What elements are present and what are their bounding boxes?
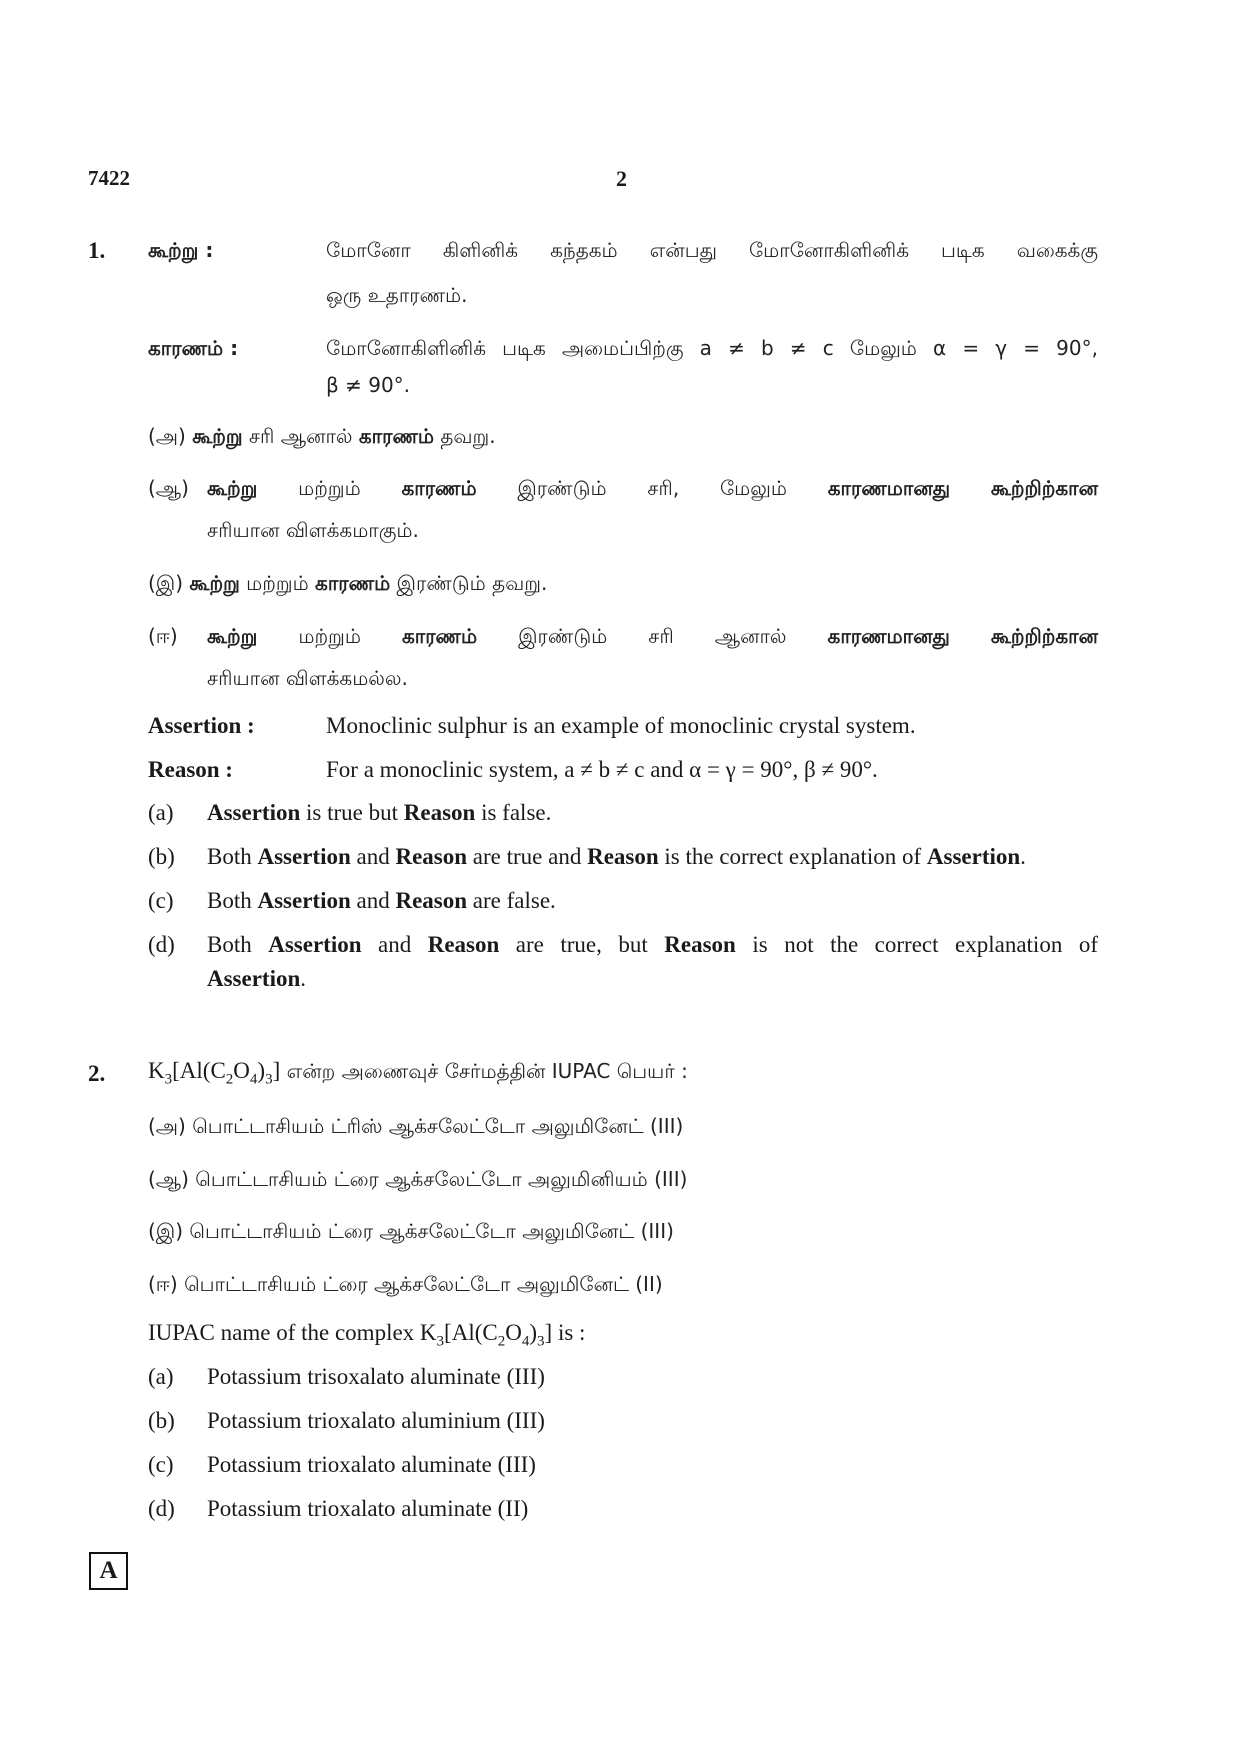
ta-option-b-mark: (ஆ) [148, 476, 189, 500]
ta-reason-label: காரணம் : [148, 336, 239, 360]
option-text: . [300, 966, 307, 991]
en-option-d-mark: (d) [148, 1496, 175, 1521]
en-option-b: Potassium trioxalato aluminium (III) [207, 1408, 545, 1433]
en-option-a [207, 800, 551, 826]
bold-term: Reason [427, 932, 500, 957]
bold-term: காரணமானது [827, 476, 951, 500]
option-text: மற்றும் [239, 571, 316, 595]
option-text: இரண்டும் சரி, மேலும் [476, 476, 828, 500]
bold-term: Reason [664, 932, 736, 957]
option-text [950, 624, 991, 648]
option-text: தவறு. [434, 424, 496, 448]
bold-term: காரணம் [358, 424, 434, 448]
bold-term: கூற்றிற்கான [990, 624, 1099, 648]
option-text: இரண்டும் தவறு. [390, 571, 548, 595]
en-option-b-mark: (b) [148, 844, 175, 869]
ta-option-d-mark: (ஈ) [148, 624, 178, 648]
bold-term: Reason [395, 844, 468, 869]
question-number: 2. [88, 1061, 106, 1086]
page-number: 2 [616, 166, 627, 191]
bold-term: கூற்றிற்கான [990, 476, 1099, 500]
ta-option-a: (அ) பொட்டாசியம் ட்ரிஸ் ஆக்சலேட்டோ அலுமினேட் (III) [148, 1114, 684, 1138]
en-option-a-mark: (a) [148, 1364, 174, 1389]
ta-option-d: (ஈ) பொட்டாசியம் ட்ரை ஆக்சலேட்டோ அலுமினேட் (II) [148, 1272, 663, 1296]
en-option-c [207, 888, 556, 914]
ta-option-b-line2: சரியான விளக்கமாகும். [207, 518, 419, 542]
en-reason-text: For a monoclinic system, a ≠ b ≠ c and α = γ = 90°, β ≠ 90°. [326, 757, 878, 782]
ta-reason-text-line1: மோனோகிளினிக் படிக அமைப்பிற்கு a ≠ b ≠ c மேலும் α = γ = 90°, [326, 336, 1098, 360]
option-text: is true but [300, 800, 404, 825]
option-text: மற்றும் [257, 624, 402, 648]
bold-term: கூற்று [207, 476, 258, 500]
ta-reason-text-line2: β ≠ 90°. [326, 373, 411, 397]
bold-term: Assertion [926, 844, 1021, 869]
bold-term: காரணம் [401, 476, 477, 500]
en-option-c: Potassium trioxalato aluminate (III) [207, 1452, 536, 1477]
en-assertion-label: Assertion : [148, 713, 255, 738]
en-option-a: Potassium trisoxalato aluminate (III) [207, 1364, 545, 1389]
bold-term: Assertion [207, 966, 301, 991]
option-text [950, 476, 991, 500]
ta-option-d-line2: சரியான விளக்கமல்ல. [207, 666, 408, 690]
bold-term: Assertion [257, 844, 351, 869]
bold-term: Reason [403, 800, 476, 825]
option-text: and [350, 888, 396, 913]
bold-term: கூற்று [189, 571, 240, 595]
ta-option-b [207, 476, 1098, 503]
ta-assertion-text-line1: மோனோ கிளினிக் கந்தகம் என்பது மோனோகிளினிக் படிக வகைக்கு [326, 238, 1098, 262]
en-option-c-mark: (c) [148, 888, 174, 913]
option-text: are true, but [499, 932, 665, 957]
option-mark: (இ) [148, 571, 184, 595]
complex-formula: $K_3[Al(C_2O_4)_3]$ [419, 1320, 553, 1350]
en-option-b [207, 844, 1026, 870]
bold-term: Assertion [268, 932, 362, 957]
complex-formula: $K_3[Al(C_2O_4)_3]$ [148, 1058, 281, 1088]
stem-text: என்ற அணைவுச் சேர்மத்தின் IUPAC பெயர் : [280, 1059, 688, 1083]
ta-assertion-text-line2: ஒரு உதாரணம். [326, 283, 468, 307]
option-text: சரி ஆனால் [242, 424, 359, 448]
bold-term: கூற்று [207, 624, 258, 648]
ta-question-stem [148, 1058, 688, 1089]
en-reason-label: Reason : [148, 757, 233, 782]
ta-assertion-label: கூற்று : [148, 238, 214, 262]
en-question-stem: IUPAC name of the complex $K_3[Al(C_2O_4)_3]$ is : [148, 1320, 586, 1350]
option-text: and [361, 932, 428, 957]
option-text: இரண்டும் சரி ஆனால் [477, 624, 828, 648]
ta-option-a [148, 424, 496, 451]
ta-option-c: (இ) பொட்டாசியம் ட்ரை ஆக்சலேட்டோ அலுமினேட் (III) [148, 1219, 674, 1243]
bold-term: காரணம் [315, 571, 391, 595]
booklet-series-box: A [89, 1552, 128, 1590]
bold-term: காரணம் [401, 624, 478, 648]
en-assertion-text: Monoclinic sulphur is an example of monoclinic crystal system. [326, 713, 916, 738]
option-text: is the correct explanation of [658, 844, 927, 869]
bold-term: Reason [395, 888, 468, 913]
option-mark: (அ) [148, 424, 186, 448]
bold-term: Assertion [257, 888, 351, 913]
ta-option-b: (ஆ) பொட்டாசியம் ட்ரை ஆக்சலேட்டோ அலுமினியம் (III) [148, 1167, 688, 1191]
bold-term: கூற்று [192, 424, 243, 448]
option-text: . [1020, 844, 1026, 869]
en-option-b-mark: (b) [148, 1408, 175, 1433]
option-text: Both [207, 932, 269, 957]
option-text: and [350, 844, 396, 869]
en-option-c-mark: (c) [148, 1452, 174, 1477]
paper-code: 7422 [88, 166, 130, 190]
en-option-d: Potassium trioxalato aluminate (II) [207, 1496, 529, 1521]
en-option-d-line2 [207, 966, 306, 992]
en-option-d-mark: (d) [148, 932, 175, 957]
bold-term: Reason [587, 844, 659, 869]
option-text: Both [207, 844, 258, 869]
bold-term: காரணமானது [827, 624, 950, 648]
en-option-a-mark: (a) [148, 800, 174, 825]
question-number: 1. [88, 238, 106, 263]
option-text: Both [207, 888, 258, 913]
bold-term: Assertion [207, 800, 301, 825]
option-text: is false. [475, 800, 552, 825]
ta-option-d [207, 624, 1098, 651]
option-text: are false. [467, 888, 556, 913]
option-text: is not the correct explanation of [735, 932, 1098, 957]
ta-option-c [148, 571, 547, 598]
option-text: மற்றும் [257, 476, 402, 500]
en-option-d [207, 932, 1098, 958]
option-text: are true and [467, 844, 588, 869]
